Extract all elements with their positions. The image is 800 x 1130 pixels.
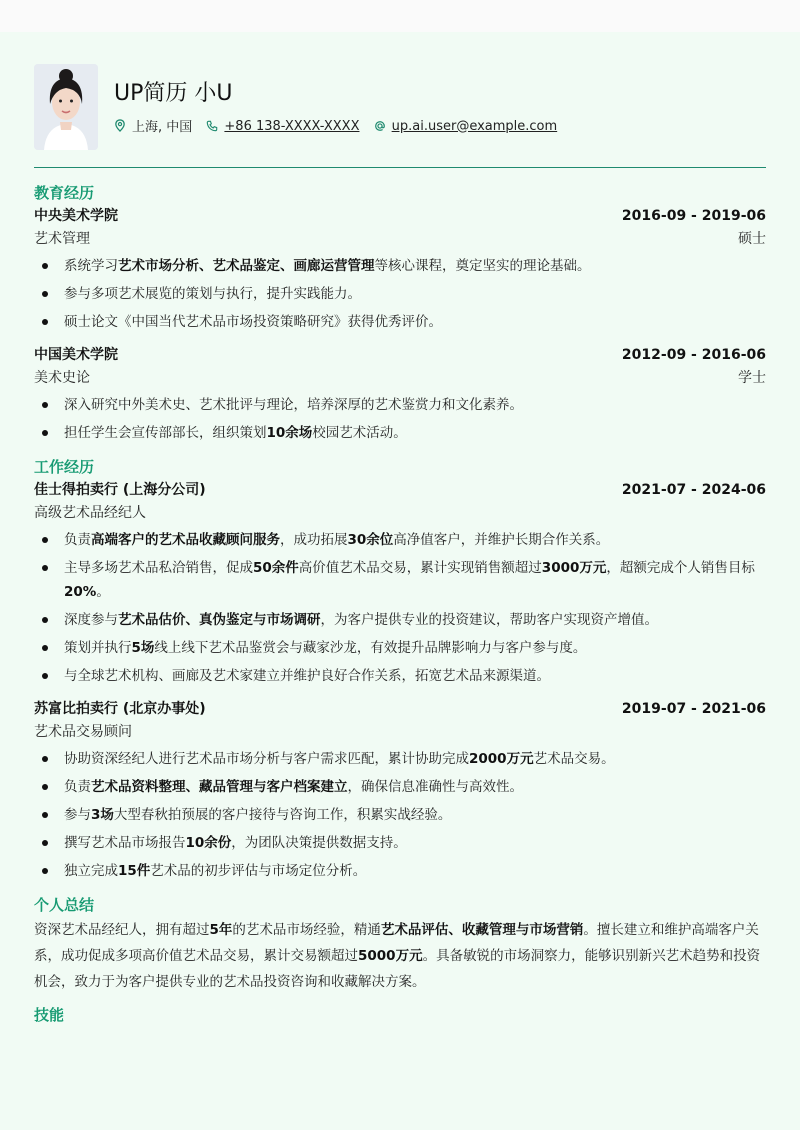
bullet-list <box>34 528 766 688</box>
list-item <box>34 636 766 660</box>
entry-header <box>34 344 766 367</box>
entry-header <box>34 479 766 502</box>
entry-header <box>34 205 766 228</box>
email-link[interactable]: up.ai.user@example.com <box>391 118 558 134</box>
phone-link[interactable]: +86 138-XXXX-XXXX <box>224 118 360 134</box>
entry-header <box>34 698 766 721</box>
bullet-text: 担任学生会宣传部部长，组织策划10余场校园艺术活动。 <box>64 425 407 441</box>
list-item: 深入研究中外美术史、艺术批评与理论，培养深厚的艺术鉴赏力和文化素养。 <box>34 393 766 417</box>
major: 美术史论 <box>34 370 90 386</box>
job-role: 艺术品交易顾问 <box>34 724 132 740</box>
bullet-text: 深度参与艺术品估价、真伪鉴定与市场调研，为客户提供专业的投资建议，帮助客户实现资产增值。 <box>64 612 658 628</box>
list-item <box>34 556 766 604</box>
bullet-text: 主导多场艺术品私洽销售，促成50余件高价值艺术品交易，累计实现销售额超过3000万元，超额完成个人销售目标20%。 <box>64 560 755 600</box>
bullet-list <box>34 393 766 445</box>
summary-section <box>34 893 766 995</box>
header-divider <box>34 167 766 168</box>
resume-content <box>34 181 766 1035</box>
bullet-text: 负责艺术品资料整理、藏品管理与客户档案建立，确保信息准确性与高效性。 <box>64 779 523 795</box>
bullet-text: 撰写艺术品市场报告10余份，为团队决策提供数据支持。 <box>64 835 407 851</box>
job-role: 高级艺术品经纪人 <box>34 505 146 521</box>
entry-dates: 2019-07 - 2021-06 <box>621 701 766 717</box>
company-name: 佳士得拍卖行 (上海分公司) <box>34 482 206 498</box>
entry-subheader <box>34 721 766 744</box>
avatar <box>34 64 98 150</box>
location-icon <box>114 119 126 132</box>
education-entry <box>34 344 766 445</box>
work-section <box>34 455 766 883</box>
candidate-name: UP简历 小U <box>114 81 233 106</box>
bullet-text: 策划并执行5场线上线下艺术品鉴赏会与藏家沙龙，有效提升品牌影响力与客户参与度。 <box>64 640 587 656</box>
list-item <box>34 859 766 883</box>
location-item <box>114 116 192 135</box>
work-title: 工作经历 <box>34 458 95 476</box>
bullet-text: 协助资深经纪人进行艺术品市场分析与客户需求匹配，累计协助完成2000万元艺术品交易。 <box>64 751 615 767</box>
list-item <box>34 254 766 278</box>
skills-title: 技能 <box>34 1006 65 1024</box>
bullet-text: 系统学习艺术市场分析、艺术品鉴定、画廊运营管理等核心课程，奠定坚实的理论基础。 <box>64 258 591 274</box>
work-entry <box>34 698 766 883</box>
list-item <box>34 803 766 827</box>
list-item <box>34 747 766 771</box>
bullet-list <box>34 747 766 883</box>
education-entry <box>34 205 766 334</box>
major: 艺术管理 <box>34 231 90 247</box>
email-icon <box>374 120 386 132</box>
resume-header <box>34 64 766 160</box>
school-name: 中国美术学院 <box>34 347 118 363</box>
skills-section <box>34 1003 766 1027</box>
entry-subheader <box>34 367 766 390</box>
list-item <box>34 831 766 855</box>
list-item: 与全球艺术机构、画廊及艺术家建立并维护良好合作关系，拓宽艺术品来源渠道。 <box>34 664 766 688</box>
list-item <box>34 608 766 632</box>
education-section <box>34 181 766 445</box>
location-text: 上海, 中国 <box>132 120 193 135</box>
company-name: 苏富比拍卖行 (北京办事处) <box>34 701 206 717</box>
list-item <box>34 775 766 799</box>
list-item: 参与多项艺术展览的策划与执行，提升实践能力。 <box>34 282 766 306</box>
degree: 学士 <box>738 370 766 386</box>
summary-title: 个人总结 <box>34 896 95 914</box>
summary-text: 资深艺术品经纪人，拥有超过5年的艺术品市场经验，精通艺术品评估、收藏管理与市场营销。擅长建立和维护高端客户关系，成功促成多项高价值艺术品交易，累计交易额超过5000万元。具备敏锐的市场洞察力，能够识别新兴艺术趋势和投资机会，致力于为客户提供专业的艺术品投资咨询和收藏解决方案。 <box>34 922 761 990</box>
work-entry <box>34 479 766 688</box>
entry-subheader <box>34 228 766 251</box>
entry-subheader <box>34 502 766 525</box>
school-name: 中央美术学院 <box>34 208 118 224</box>
entry-dates: 2016-09 - 2019-06 <box>621 208 766 224</box>
phone-icon <box>206 120 218 132</box>
education-title: 教育经历 <box>34 184 95 202</box>
email-item[interactable] <box>374 119 558 134</box>
list-item <box>34 528 766 552</box>
bullet-text: 参与3场大型春秋拍预展的客户接待与咨询工作，积累实战经验。 <box>64 807 452 823</box>
list-item: 硕士论文《中国当代艺术品市场投资策略研究》获得优秀评价。 <box>34 310 766 334</box>
list-item <box>34 421 766 445</box>
entry-dates: 2012-09 - 2016-06 <box>621 347 766 363</box>
entry-dates: 2021-07 - 2024-06 <box>621 482 766 498</box>
phone-item[interactable] <box>206 119 359 134</box>
bullet-text: 独立完成15件艺术品的初步评估与市场定位分析。 <box>64 863 367 879</box>
degree: 硕士 <box>738 231 766 247</box>
bullet-list <box>34 254 766 334</box>
contact-info <box>114 116 567 136</box>
bullet-text: 负责高端客户的艺术品收藏顾问服务，成功拓展30余位高净值客户，并维护长期合作关系。 <box>64 532 610 548</box>
top-band <box>0 0 800 32</box>
